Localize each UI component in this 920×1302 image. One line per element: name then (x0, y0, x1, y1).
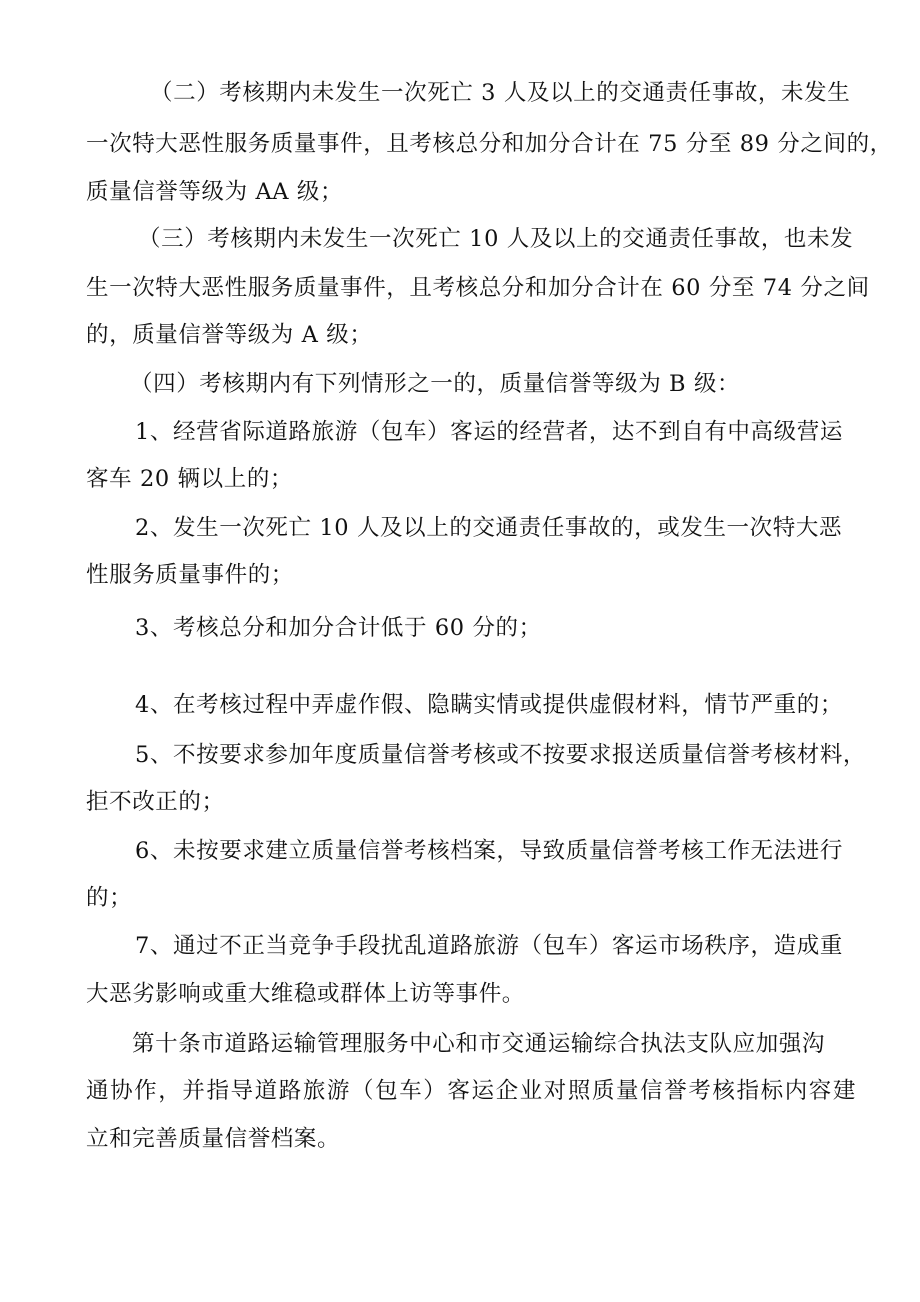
paragraph-2-line-1: （二）考核期内未发生一次死亡 3 人及以上的交通责任事故，未发生 (150, 80, 851, 106)
paragraph-3-line-2: 生一次特大恶性服务质量事件，且考核总分和加分合计在 60 分至 74 分之间 (86, 275, 870, 301)
item-4-line-1: 4、在考核过程中弄虚作假、隐瞒实情或提供虚假材料，情节严重的； (135, 692, 843, 718)
paragraph-2-line-2: 一次特大恶性服务质量事件，且考核总分和加分合计在 75 分至 89 分之间的， (86, 131, 893, 157)
item-5-line-1: 5、不按要求参加年度质量信誉考核或不按要求报送质量信誉考核材料， (135, 742, 867, 768)
item-2-line-1: 2、发生一次死亡 10 人及以上的交通责任事故的，或发生一次特大恶 (135, 515, 843, 541)
paragraph-2-line-3: 质量信誉等级为 AA 级； (86, 179, 344, 205)
paragraph-3-line-1: （三）考核期内未发生一次死亡 10 人及以上的交通责任事故，也未发 (138, 226, 854, 252)
article-10-line-3: 立和完善质量信誉档案。 (86, 1126, 341, 1152)
item-3-line-1: 3、考核总分和加分合计低于 60 分的； (135, 615, 542, 641)
item-1-line-2: 客车 20 辆以上的； (86, 466, 294, 492)
item-7-line-2: 大恶劣影响或重大维稳或群体上访等事件。 (86, 981, 525, 1007)
article-10-line-1: 第十条市道路运输管理服务中心和市交通运输综合执法支队应加强沟 (132, 1031, 826, 1057)
paragraph-4-line-1: （四）考核期内有下列情形之一的，质量信誉等级为 B 级： (130, 371, 741, 397)
item-6-line-1: 6、未按要求建立质量信誉考核档案，导致质量信誉考核工作无法进行 (135, 838, 843, 864)
paragraph-3-line-3: 的，质量信誉等级为 A 级； (86, 322, 373, 348)
item-7-line-1: 7、通过不正当竞争手段扰乱道路旅游（包车）客运市场秩序，造成重 (135, 933, 843, 959)
item-2-line-2: 性服务质量事件的； (86, 562, 294, 588)
item-6-line-2: 的； (86, 885, 133, 911)
article-10-line-2: 通协作，并指导道路旅游（包车）客运企业对照质量信誉考核指标内容建 (86, 1078, 856, 1104)
item-5-line-2: 拒不改正的； (86, 789, 225, 815)
item-1-line-1: 1、经营省际道路旅游（包车）客运的经营者，达不到自有中高级营运 (135, 419, 843, 445)
